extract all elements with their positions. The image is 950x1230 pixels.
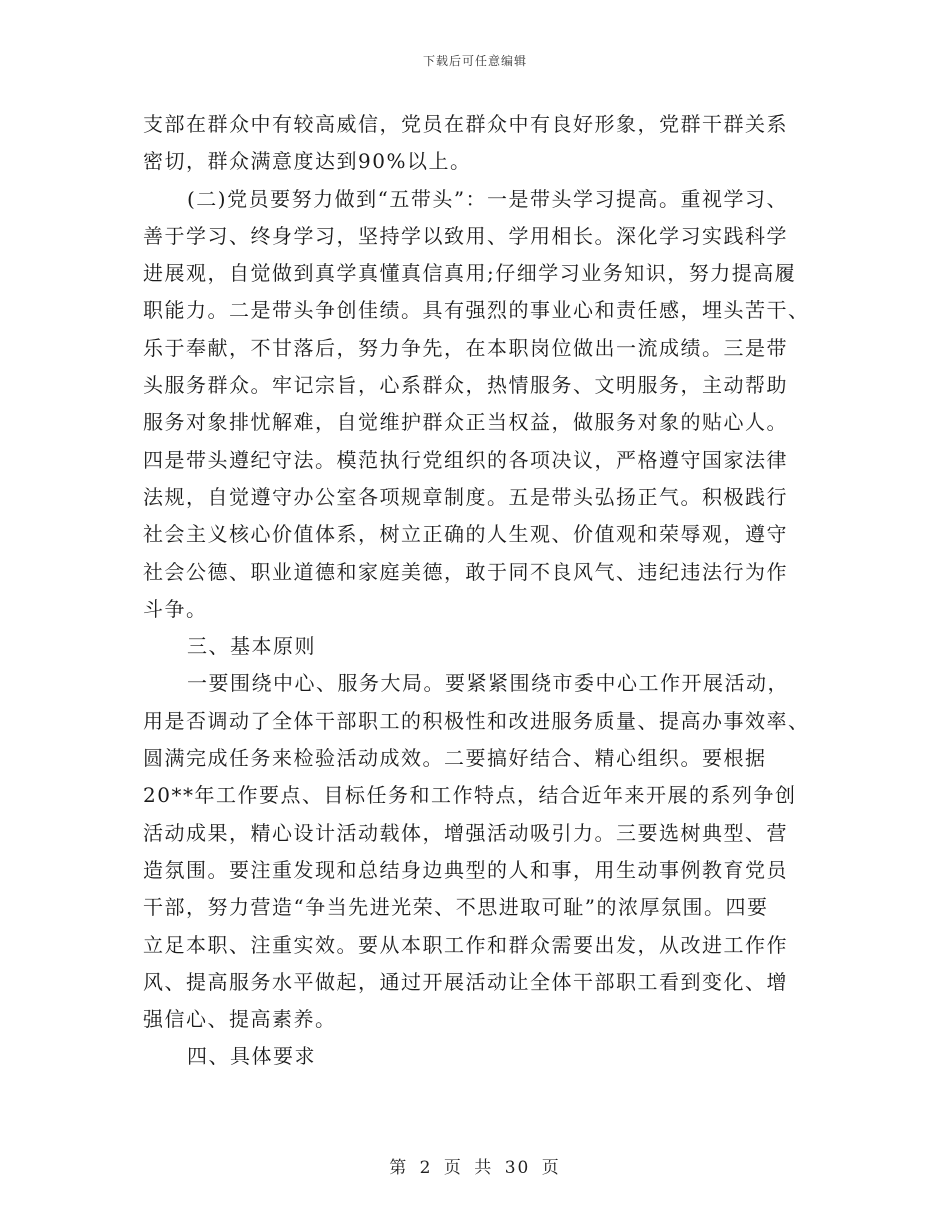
text-line: 风、提高服务水平做起，通过开展活动让全体干部职工看到变化、增 xyxy=(143,969,788,994)
text-line: 活动成果，精心设计活动载体，增强活动吸引力。三要选树典型、营 xyxy=(143,820,788,845)
text-line: 密切，群众满意度达到90%以上。 xyxy=(143,149,472,174)
text-line: 20**年工作要点、目标任务和工作特点，结合近年来开展的系列争创 xyxy=(143,783,797,808)
text-line: 干部，努力营造“争当先进光荣、不思进取可耻”的浓厚氛围。四要 xyxy=(143,895,769,920)
text-line: 用是否调动了全体干部职工的积极性和改进服务质量、提高办事效率、 xyxy=(143,708,810,733)
text-line: 四、具体要求 xyxy=(187,1044,316,1069)
document-body xyxy=(143,106,823,1076)
text-line: 支部在群众中有较高威信，党员在群众中有良好形象，党群干群关系 xyxy=(143,112,788,136)
text-line: 社会公德、职业道德和家庭美德，敢于同不良风气、违纪违法行为作 xyxy=(143,559,788,584)
text-line: 进展观，自觉做到真学真懂真信真用;仔细学习业务知识，努力提高履 xyxy=(143,261,797,286)
text-line: 乐于奉献，不甘落后，努力争先，在本职岗位做出一流成绩。三是带 xyxy=(143,335,788,360)
text-line: 法规，自觉遵守办公室各项规章制度。五是带头弘扬正气。积极践行 xyxy=(143,484,788,509)
text-line: 立足本职、注重实效。要从本职工作和群众需要出发，从改进工作作 xyxy=(143,932,788,957)
text-line: 强信心、提高素养。 xyxy=(143,1007,337,1032)
text-line: 圆满完成任务来检验活动成效。二要搞好结合、精心组织。要根据 xyxy=(143,746,767,771)
text-line: 一要围绕中心、服务大局。要紧紧围绕市委中心工作开展活动， xyxy=(187,671,789,696)
text-line: 三、基本原则 xyxy=(187,634,316,659)
text-line: 头服务群众。牢记宗旨，心系群众，热情服务、文明服务，主动帮助 xyxy=(143,373,788,398)
page-number-footer: 第 2 页 共 30 页 xyxy=(389,1158,561,1178)
page-header-note: 下载后可任意编辑 xyxy=(422,54,527,68)
text-line: 社会主义核心价值体系，树立正确的人生观、价值观和荣辱观，遵守 xyxy=(143,522,788,547)
text-line: 服务对象排忧解难，自觉维护群众正当权益，做服务对象的贴心人。 xyxy=(143,410,788,435)
text-line: 四是带头遵纪守法。模范执行党组织的各项决议，严格遵守国家法律 xyxy=(143,447,788,472)
text-line: 斗争。 xyxy=(143,596,208,621)
text-line: 造氛围。要注重发现和总结身边典型的人和事，用生动事例教育党员 xyxy=(143,857,788,882)
text-line: 职能力。二是带头争创佳绩。具有强烈的事业心和责任感，埋头苦干、 xyxy=(143,298,810,323)
text-line: 善于学习、终身学习，坚持学以致用、学用相长。深化学习实践科学 xyxy=(143,223,788,248)
text-line: (二)党员要努力做到“五带头”：一是带头学习提高。重视学习、 xyxy=(187,186,789,211)
